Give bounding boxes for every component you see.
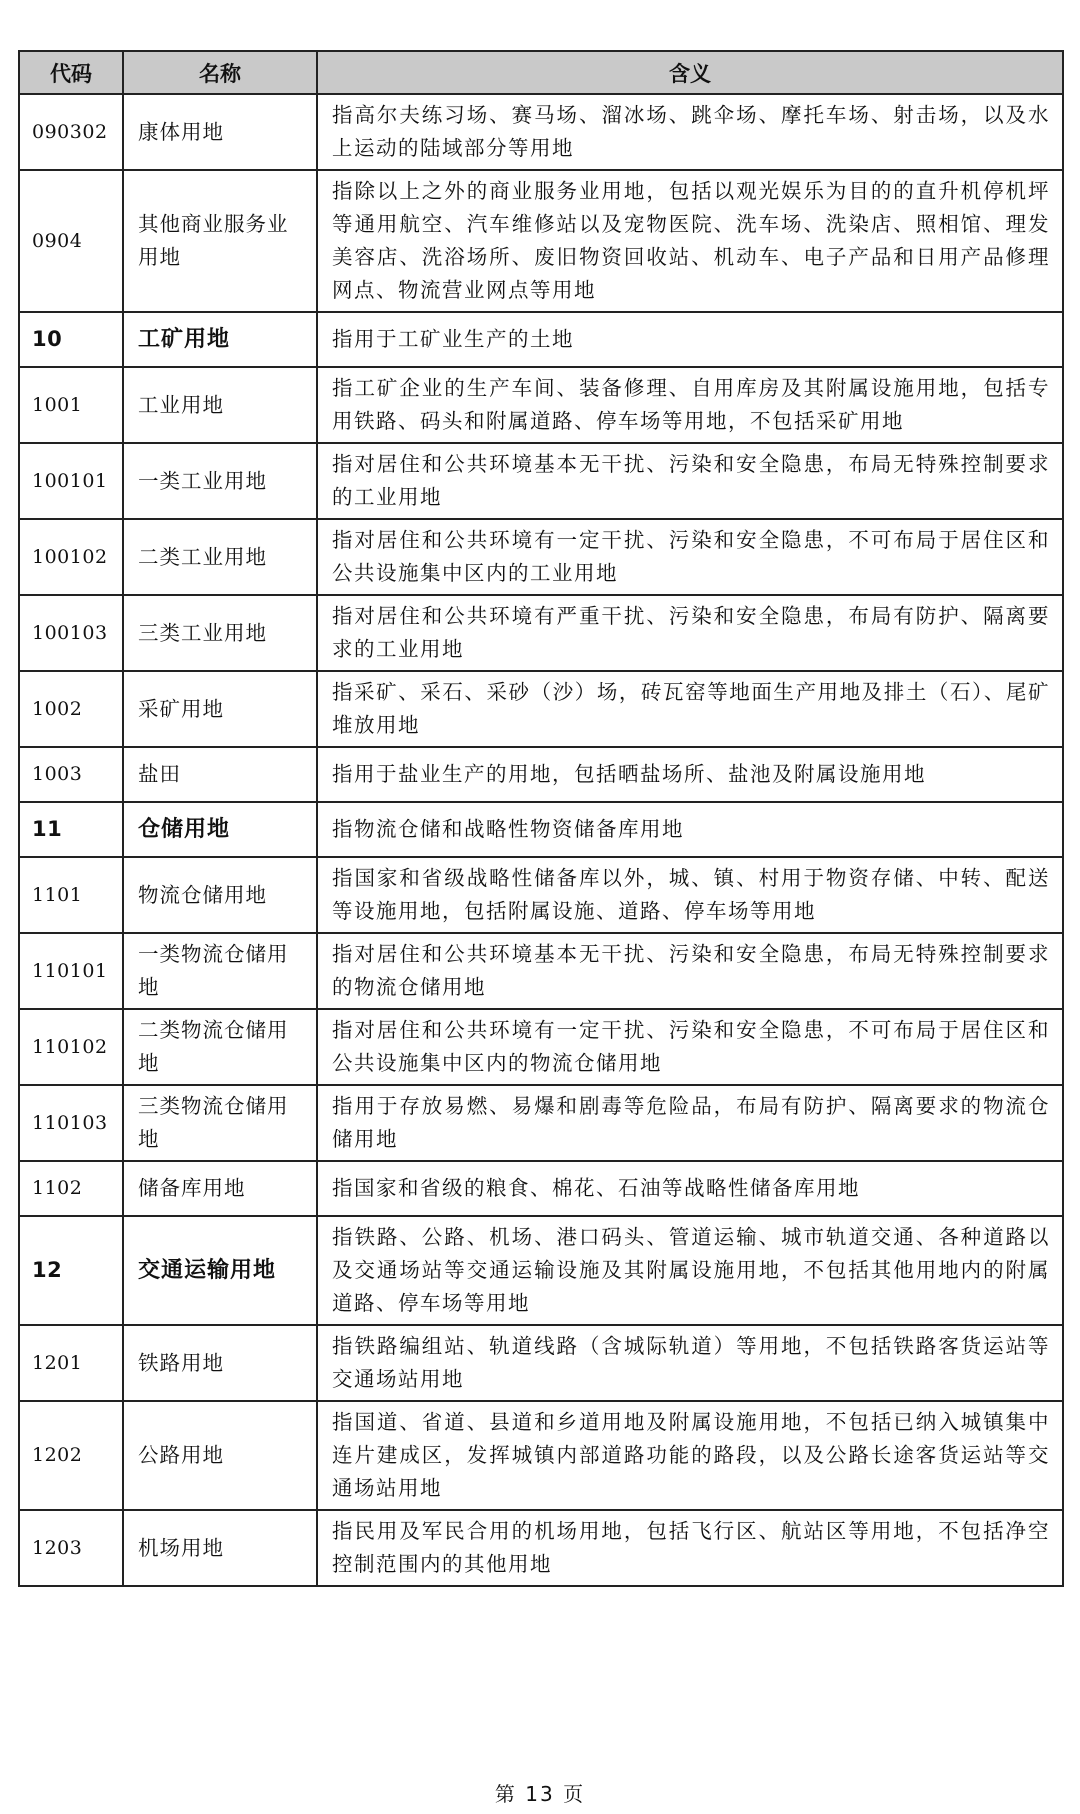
row-code: 1001: [19, 367, 123, 443]
header-meaning: 含义: [317, 51, 1063, 94]
table-body: [19, 94, 1063, 1586]
row-code: 12: [19, 1216, 123, 1325]
row-description: 指国道、省道、县道和乡道用地及附属设施用地，不包括已纳入城镇集中连片建成区，发挥城镇内部道路功能的路段，以及公路长途客货运站等交通场站用地: [317, 1401, 1063, 1510]
row-name: 盐田: [123, 747, 317, 802]
header-name: 名称: [123, 51, 317, 94]
table-row: [19, 595, 1063, 671]
table-header-row: [19, 51, 1063, 94]
row-description: 指对居住和公共环境有一定干扰、污染和安全隐患，不可布局于居住区和公共设施集中区内的工业用地: [317, 519, 1063, 595]
table-row: [19, 1161, 1063, 1216]
table-row: [19, 1401, 1063, 1510]
row-name: 储备库用地: [123, 1161, 317, 1216]
row-description: 指对居住和公共环境基本无干扰、污染和安全隐患，布局无特殊控制要求的物流仓储用地: [317, 933, 1063, 1009]
row-name: 工业用地: [123, 367, 317, 443]
row-description: 指工矿企业的生产车间、装备修理、自用库房及其附属设施用地，包括专用铁路、码头和附属道路、停车场等用地，不包括采矿用地: [317, 367, 1063, 443]
row-description: 指高尔夫练习场、赛马场、溜冰场、跳伞场、摩托车场、射击场，以及水上运动的陆域部分等用地: [317, 94, 1063, 170]
row-code: 1101: [19, 857, 123, 933]
row-name: 康体用地: [123, 94, 317, 170]
row-description: 指铁路、公路、机场、港口码头、管道运输、城市轨道交通、各种道路以及交通场站等交通运输设施及其附属设施用地，不包括其他用地内的附属道路、停车场等用地: [317, 1216, 1063, 1325]
table-row: [19, 933, 1063, 1009]
row-code: 110101: [19, 933, 123, 1009]
row-description: 指用于盐业生产的用地，包括晒盐场所、盐池及附属设施用地: [317, 747, 1063, 802]
row-description: 指国家和省级战略性储备库以外，城、镇、村用于物资存储、中转、配送等设施用地，包括附属设施、道路、停车场等用地: [317, 857, 1063, 933]
page-number: 第 13 页: [494, 1782, 586, 1806]
row-code: 10: [19, 312, 123, 367]
row-description: 指国家和省级的粮食、棉花、石油等战略性储备库用地: [317, 1161, 1063, 1216]
document-page: [18, 50, 1062, 1587]
table-row: [19, 747, 1063, 802]
row-description: 指对居住和公共环境有一定干扰、污染和安全隐患，不可布局于居住区和公共设施集中区内的物流仓储用地: [317, 1009, 1063, 1085]
row-code: 100103: [19, 595, 123, 671]
row-name: 公路用地: [123, 1401, 317, 1510]
table-row: [19, 1085, 1063, 1161]
row-name: 铁路用地: [123, 1325, 317, 1401]
row-code: 110102: [19, 1009, 123, 1085]
table-row: [19, 802, 1063, 857]
row-code: 100102: [19, 519, 123, 595]
row-name: 采矿用地: [123, 671, 317, 747]
table-row: [19, 443, 1063, 519]
row-code: 090302: [19, 94, 123, 170]
row-code: 0904: [19, 170, 123, 312]
row-description: 指物流仓储和战略性物资储备库用地: [317, 802, 1063, 857]
row-name: 一类工业用地: [123, 443, 317, 519]
row-code: 1203: [19, 1510, 123, 1586]
header-code: 代码: [19, 51, 123, 94]
row-code: 100101: [19, 443, 123, 519]
table-row: [19, 519, 1063, 595]
table-row: [19, 170, 1063, 312]
row-code: 1002: [19, 671, 123, 747]
row-code: 110103: [19, 1085, 123, 1161]
row-name: 其他商业服务业用地: [123, 170, 317, 312]
row-code: 1102: [19, 1161, 123, 1216]
table-row: [19, 1510, 1063, 1586]
row-description: 指除以上之外的商业服务业用地，包括以观光娱乐为目的的直升机停机坪等通用航空、汽车维修站以及宠物医院、洗车场、洗染店、照相馆、理发美容店、洗浴场所、废旧物资回收站、机动车、电子产品和日用产品修理网点、物流营业网点等用地: [317, 170, 1063, 312]
row-name: 交通运输用地: [123, 1216, 317, 1325]
table-row: [19, 367, 1063, 443]
table-row: [19, 1216, 1063, 1325]
table-row: [19, 94, 1063, 170]
row-description: 指铁路编组站、轨道线路（含城际轨道）等用地，不包括铁路客货运站等交通场站用地: [317, 1325, 1063, 1401]
row-name: 二类物流仓储用地: [123, 1009, 317, 1085]
row-description: 指采矿、采石、采砂（沙）场，砖瓦窑等地面生产用地及排土（石）、尾矿堆放用地: [317, 671, 1063, 747]
row-name: 机场用地: [123, 1510, 317, 1586]
table-row: [19, 857, 1063, 933]
row-description: 指民用及军民合用的机场用地，包括飞行区、航站区等用地，不包括净空控制范围内的其他用地: [317, 1510, 1063, 1586]
table-row: [19, 312, 1063, 367]
row-description: 指对居住和公共环境基本无干扰、污染和安全隐患，布局无特殊控制要求的工业用地: [317, 443, 1063, 519]
row-code: 11: [19, 802, 123, 857]
row-code: 1202: [19, 1401, 123, 1510]
row-description: 指用于工矿业生产的土地: [317, 312, 1063, 367]
row-name: 物流仓储用地: [123, 857, 317, 933]
table-row: [19, 1325, 1063, 1401]
row-name: 仓储用地: [123, 802, 317, 857]
row-description: 指对居住和公共环境有严重干扰、污染和安全隐患，布局有防护、隔离要求的工业用地: [317, 595, 1063, 671]
row-name: 二类工业用地: [123, 519, 317, 595]
row-description: 指用于存放易燃、易爆和剧毒等危险品，布局有防护、隔离要求的物流仓储用地: [317, 1085, 1063, 1161]
row-name: 工矿用地: [123, 312, 317, 367]
row-name: 三类物流仓储用地: [123, 1085, 317, 1161]
row-name: 三类工业用地: [123, 595, 317, 671]
table-row: [19, 1009, 1063, 1085]
row-code: 1201: [19, 1325, 123, 1401]
land-use-classification-table: [18, 50, 1064, 1587]
row-code: 1003: [19, 747, 123, 802]
table-row: [19, 671, 1063, 747]
row-name: 一类物流仓储用地: [123, 933, 317, 1009]
